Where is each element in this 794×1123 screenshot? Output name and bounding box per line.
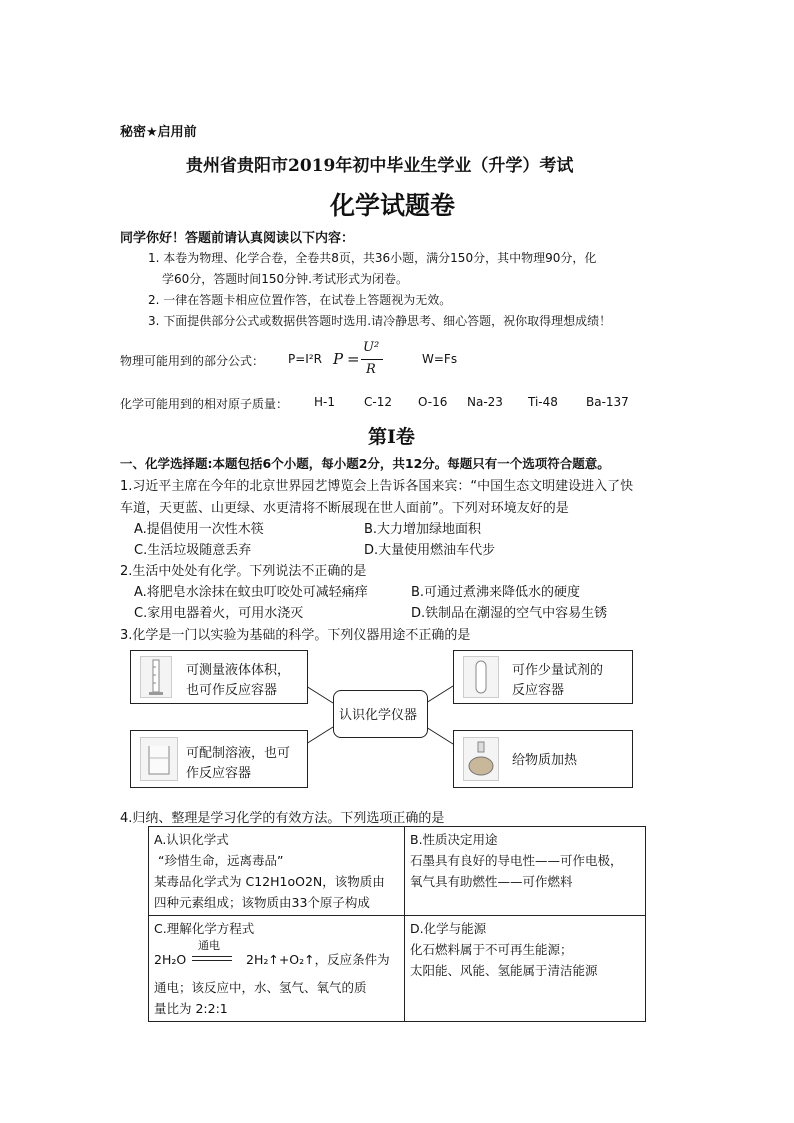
instrument-label: 反应容器 — [512, 683, 565, 698]
graduated-cylinder-icon — [140, 656, 172, 698]
q2-option-c: C.家用电器着火，可用水浇灭 — [134, 606, 304, 621]
q4-options-table — [148, 826, 646, 1022]
instrument-box-alcohol-lamp — [453, 730, 633, 788]
q1-stem-line1: 1.习近平主席在今年的北京世界园艺博览会上告诉各国来宾：“中国生态文明建设进入了快 — [120, 479, 634, 494]
q4-cell-title: D.化学与能源 — [410, 921, 487, 936]
section-title: 第Ⅰ卷 — [368, 426, 415, 448]
q4-equation — [154, 939, 399, 977]
q4-cell-c — [149, 916, 405, 1022]
instructions-greeting: 同学你好！答题前请认真阅读以下内容： — [120, 231, 355, 246]
q4-stem: 4.归纳、整理是学习化学的有效方法。下列选项正确的是 — [120, 811, 445, 826]
equation-arrow-line — [192, 960, 232, 961]
q1-option-d: D.大量使用燃油车代步 — [364, 543, 496, 558]
instruction-item: 2. 一律在答题卡相应位置作答，在试卷上答题视为无效。 — [148, 293, 452, 307]
q4-cell-d — [405, 916, 646, 1022]
q4-cell-title: A.认识化学式 — [154, 832, 229, 847]
section-heading: 一、化学选择题:本题包括6个小题，每小题2分，共12分。每题只有一个选项符合题意。 — [120, 456, 610, 471]
center-node — [333, 690, 428, 738]
atomic-mass: Ti-48 — [528, 395, 558, 409]
formula-p: P — [333, 350, 344, 368]
formula-numerator: U² — [363, 340, 380, 355]
instrument-label: 可测量液体体积， — [186, 663, 291, 678]
center-node-label: 认识化学仪器 — [339, 708, 418, 723]
instrument-box-beaker — [130, 730, 308, 788]
beaker-icon — [140, 737, 178, 781]
instruction-item: 1. 本卷为物理、化学合卷，全卷共8页，共36小题，满分150分，其中物理90分，化 — [148, 251, 597, 265]
paper-title: 化学试题卷 — [330, 191, 456, 220]
atomic-mass: Na-23 — [467, 395, 503, 409]
q4-cell-line: “珍惜生命，远离毒品” — [158, 853, 284, 868]
q4-cell-title: B.性质决定用途 — [410, 832, 498, 847]
equation-condition: 通电 — [198, 939, 220, 952]
q3-stem: 3.化学是一门以实验为基础的科学。下列仪器用途不正确的是 — [120, 628, 471, 643]
chemistry-label: 化学可能用到的相对原子质量： — [120, 397, 289, 411]
q1-option-b: B.大力增加绿地面积 — [364, 522, 482, 537]
q4-cell-line: 太阳能、风能、氢能属于清洁能源 — [410, 963, 598, 978]
instrument-box-test-tube — [453, 650, 633, 704]
q4-cell-line: 氧气具有助燃性——可作燃料 — [410, 874, 573, 889]
equation-right: 2H₂↑+O₂↑，反应条件为 — [246, 952, 390, 967]
q4-cell-a — [149, 827, 405, 916]
equation-left: 2H₂O — [154, 952, 187, 967]
q4-cell-line: 石墨具有良好的导电性——可作电极， — [410, 853, 623, 868]
alcohol-lamp-icon — [463, 737, 499, 781]
q4-cell-line: 某毒品化学式为 C12H1oO2N，该物质由 — [154, 874, 385, 889]
atomic-mass: O-16 — [418, 395, 448, 409]
instrument-label: 可配制溶液，也可 — [186, 746, 291, 761]
instrument-label: 作反应容器 — [186, 766, 252, 781]
q4-cell-b — [405, 827, 646, 916]
atomic-mass: Ba-137 — [586, 395, 629, 409]
secret-label: 秘密★启用前 — [120, 125, 197, 140]
instrument-label: 也可作反应容器 — [186, 683, 278, 698]
q1-option-a: A.提倡使用一次性木筷 — [134, 522, 264, 537]
formula-equals: = — [347, 350, 360, 368]
physics-label: 物理可能用到的部分公式： — [120, 354, 265, 368]
q2-stem: 2.生活中处处有化学。下列说法不正确的是 — [120, 564, 367, 579]
q4-cell-line: 四种元素组成；该物质由33个原子构成 — [154, 895, 370, 910]
q4-cell-title: C.理解化学方程式 — [154, 921, 255, 936]
atomic-mass: C-12 — [364, 395, 392, 409]
instruction-item: 学60分，答题时间150分钟.考试形式为闭卷。 — [162, 272, 408, 286]
instrument-label: 可作少量试剂的 — [512, 663, 604, 678]
q1-stem-line2: 车道，天更蓝、山更绿、水更清将不断展现在世人面前”。下列对环境友好的是 — [120, 501, 569, 516]
test-tube-icon — [463, 656, 499, 698]
formula-denominator: R — [366, 362, 376, 377]
equation-arrow-line — [192, 956, 232, 957]
q4-cell-line: 通电；该反应中，水、氢气、氧气的质 — [154, 980, 367, 995]
q1-option-c: C.生活垃圾随意丢弃 — [134, 543, 252, 558]
formula-power-current: P=I²R — [288, 352, 322, 366]
q2-option-a: A.将肥皂水涂抹在蚊虫叮咬处可减轻痛痒 — [134, 585, 368, 600]
q4-cell-line: 量比为 2:2:1 — [154, 1001, 228, 1016]
instrument-label: 给物质加热 — [512, 753, 578, 768]
q4-cell-line: 化石燃料属于不可再生能源； — [410, 942, 573, 957]
exam-title: 贵州省贵阳市2019年初中毕业生学业（升学）考试 — [186, 156, 574, 176]
instruction-item: 3. 下面提供部分公式或数据供答题时选用.请冷静思考、细心答题，祝你取得理想成绩！ — [148, 314, 612, 328]
formula-work: W=Fs — [422, 352, 458, 366]
q2-option-b: B.可通过煮沸来降低水的硬度 — [411, 585, 581, 600]
atomic-mass: H-1 — [314, 395, 335, 409]
instrument-box-graduated-cylinder — [130, 650, 308, 704]
q2-option-d: D.铁制品在潮湿的空气中容易生锈 — [411, 606, 608, 621]
